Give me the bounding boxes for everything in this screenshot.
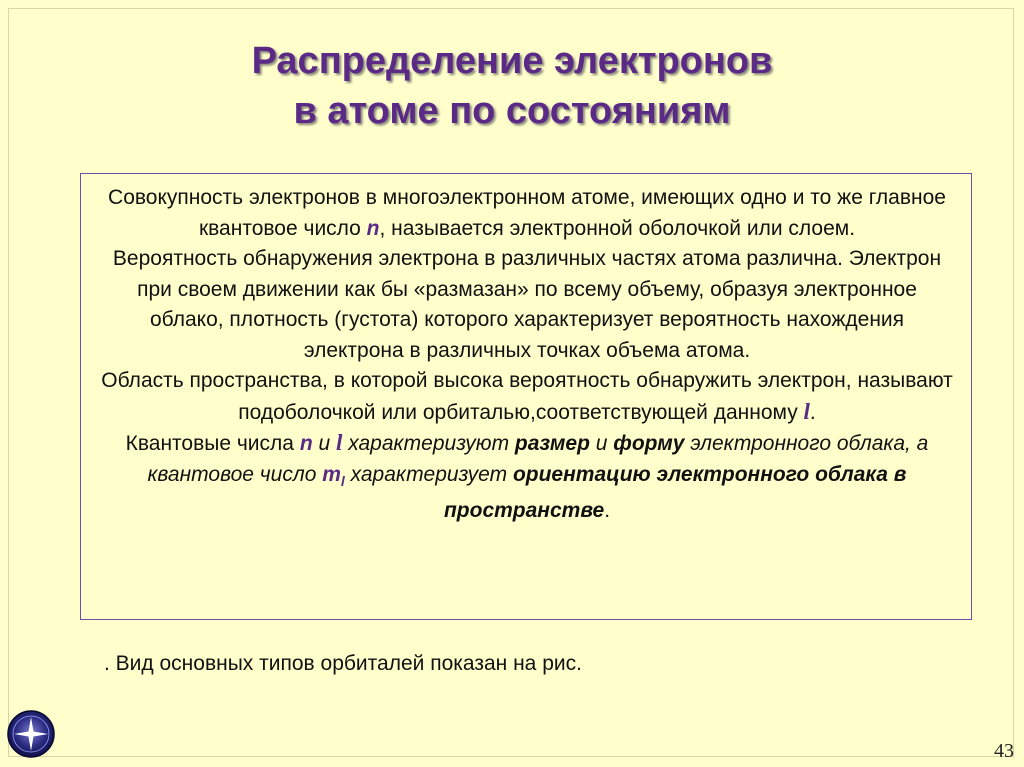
quantum-number-l: l [803, 398, 810, 424]
paragraph-shell [81, 183, 973, 244]
text-fragment: электронного облака, а квантовое число [147, 432, 929, 486]
text-fragment: Область пространства, в которой высока вероятность обнаружить электрон, называют подоболочкой или орбиталью,соответствующей данному [101, 369, 953, 424]
title-line-2: в атоме по состояниям [293, 90, 731, 132]
emphasis-form: форму [613, 432, 685, 455]
text-fragment: и [589, 432, 614, 455]
definition-text [81, 183, 973, 527]
title-line-1: Распределение электронов [251, 40, 773, 82]
university-logo-icon [6, 709, 56, 759]
text-fragment: Квантовые числа [125, 432, 300, 455]
page-number: 43 [994, 740, 1014, 762]
orbital-figure-note: . Вид основных типов орбиталей показан на рис. [104, 652, 582, 675]
quantum-number-n: n [366, 216, 380, 240]
emphasis-size: размер [514, 432, 590, 455]
text-fragment: характеризует [344, 462, 513, 486]
quantum-number-ml [322, 462, 345, 489]
paragraph-probability: Вероятность обнаружения электрона в различных частях атома различна. Электрон при своем движении как бы «размазан» по всему объему, образуя электронное облако, плотность (густота) которого характеризует вероятность нахождения электрона в различных точках объема атома. [112, 247, 942, 362]
text-fragment: Совокупность электронов в многоэлектронном атоме, имеющих одно и то же главное квантовое число [108, 186, 946, 240]
paragraph-quantum-numbers [81, 428, 973, 527]
text-fragment: характеризуют [342, 432, 515, 455]
quantum-number-n: n [299, 432, 313, 455]
definition-box [80, 173, 972, 620]
slide-title [0, 36, 1024, 136]
text-fragment: , называется электронной оболочкой или слоем. [379, 216, 856, 240]
text-fragment: . [809, 400, 816, 424]
paragraph-orbital [81, 366, 973, 428]
emphasis-orientation: ориентацию электронного облака в пространстве [443, 462, 907, 523]
quantum-number-l: l [336, 430, 343, 455]
text-fragment: . [604, 499, 611, 523]
quantum-number-m: m [322, 462, 341, 486]
text-fragment: и [312, 432, 336, 455]
quantum-number-m-subscript: l [340, 472, 345, 489]
